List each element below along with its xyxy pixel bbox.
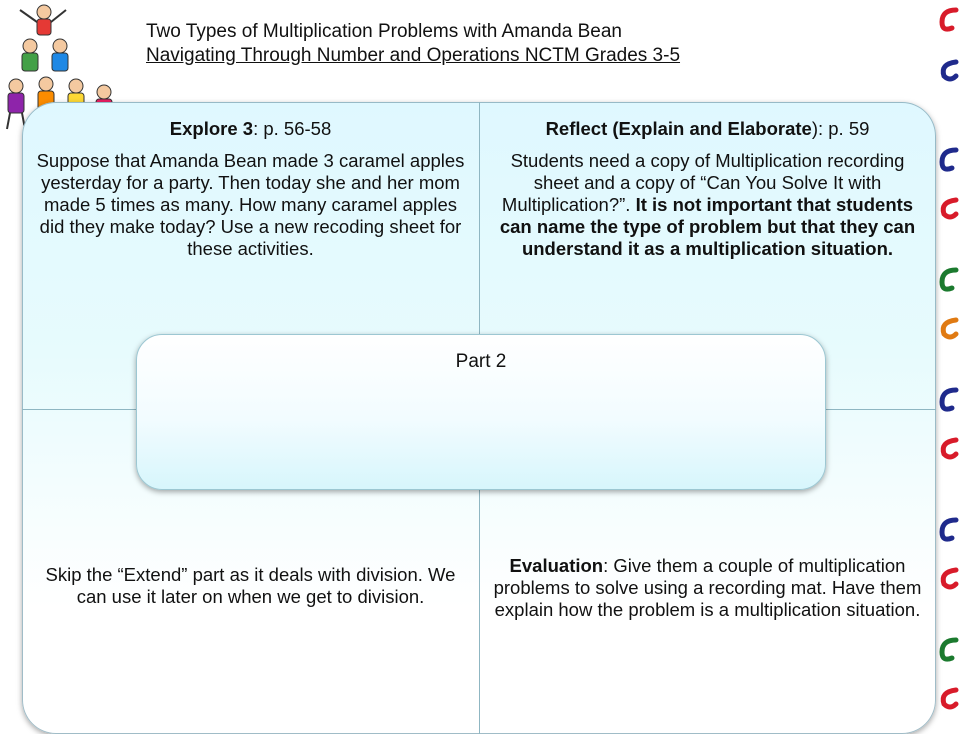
explore-quadrant — [22, 118, 479, 260]
explore-heading: Explore 3: p. 56-58 — [169, 118, 332, 139]
evaluation-body: Evaluation: Give them a couple of multiplication problems to solve using a recording mat. Have them explain how the problem is a multiplication situation. — [493, 555, 922, 620]
reflect-body: Students need a copy of Multiplication recording sheet and a copy of “Can You Solve It with Multiplication?”. It is not important that students can name the type of problem but that they can understand it as a multiplication situation. — [499, 150, 916, 259]
part-2-box — [136, 334, 826, 490]
extend-quadrant — [22, 564, 479, 608]
extend-body: Skip the “Extend” part as it deals with division. We can use it later on when we get to division. — [45, 564, 456, 607]
slide-title: Two Types of Multiplication Problems with Amanda Bean — [146, 21, 622, 42]
evaluation-quadrant — [479, 555, 936, 621]
slide-title-block — [146, 20, 846, 68]
reflect-quadrant — [479, 118, 936, 260]
explore-body: Suppose that Amanda Bean made 3 caramel apples yesterday for a party. Then today she and her mom made 5 times as many. How many caramel apples did they make today? Use a new recoding sheet for these activities. — [36, 150, 465, 259]
reflect-heading: Reflect (Explain and Elaborate): p. 59 — [545, 118, 870, 139]
slide-subtitle: Navigating Through Number and Operations NCTM Grades 3-5 — [146, 45, 681, 66]
part-2-label: Part 2 — [455, 351, 507, 372]
